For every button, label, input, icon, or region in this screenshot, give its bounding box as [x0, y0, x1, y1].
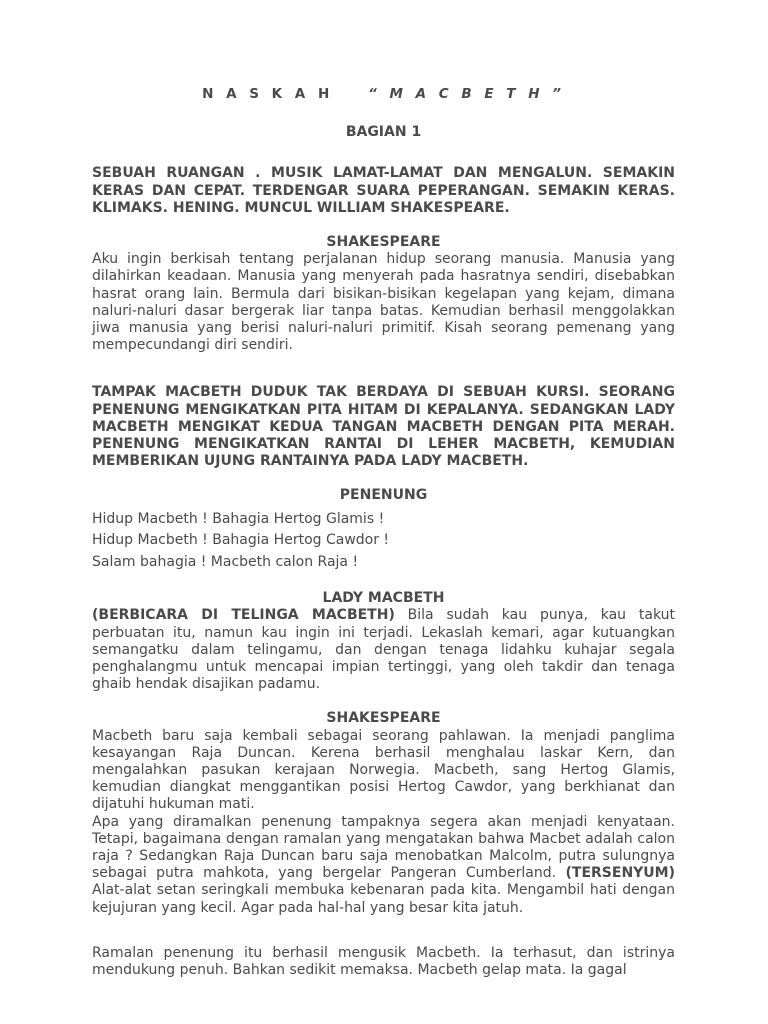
title-name: M A C B E T H: [389, 86, 544, 102]
script-page: [92, 86, 675, 979]
speech-shakespeare-3: Ramalan penenung itu berhasil mengusik Macbeth. Ia terhasut, dan istrinya mendukung penuh. Bahkan sedikit memaksa. Macbeth gelap mata. Ia gagal: [92, 944, 675, 979]
speech-shakespeare-2a: Macbeth baru saja kembali sebagai seorang pahlawan. Ia menjadi panglima kesayangan Raja Duncan. Kerena berhasil menghalau laskar Kern, dan mengalahkan pasukan kerajaan Norwegia. Macbeth, sang Hertog Glamis, kemudian diangkat menggantikan posisi Hertog Cawdor, yang berkhianat dan dijatuhi hukuman mati.: [92, 727, 675, 813]
title-prefix: N A S K A H: [202, 86, 334, 102]
direction-tersenyum: (TERSENYUM): [565, 865, 675, 882]
stage-direction-2: TAMPAK MACBETH DUDUK TAK BERDAYA DI SEBUAH KURSI. SEORANG PENENUNG MENGIKATKAN PITA HITAM DI KEPALANYA. SEDANGKAN LADY MACBETH MENGIKAT KEDUA TANGAN MACBETH DENGAN PITA MERAH. PENENUNG MENGIKATKAN RANTAI DI LEHER MACBETH, KEMUDIAN MEMBERIKAN UJUNG RANTAINYA PADA LADY MACBETH.: [92, 384, 675, 470]
speech-shakespeare-1: Aku ingin berkisah tentang perjalanan hidup seorang manusia. Manusia yang dilahirkan keadaan. Manusia yang menyerah pada hasratnya sendiri, disebabkan hasrat orang lain. Bermula dari bisikan-bisikan kegelapan yang kejam, dimana naluri-naluri dasar bergerak liar tanpa batas. Kemudian berhasil menggolakkan jiwa manusia yang berisi naluri-naluri primitif. Kisah seorang pemenang yang mempecundangi diri sendiri.: [92, 251, 675, 354]
penenung-line-1: Hidup Macbeth ! Bahagia Hertog Glamis !: [92, 510, 385, 527]
stage-direction-1: SEBUAH RUANGAN . MUSIK LAMAT-LAMAT DAN MENGALUN. SEMAKIN KERAS DAN CEPAT. TERDENGAR SUARA PEPERANGAN. SEMAKIN KERAS. KLIMAKS. HENING. MUNCUL WILLIAM SHAKESPEARE.: [92, 165, 675, 216]
speaker-lady-macbeth: LADY MACBETH: [322, 590, 445, 607]
document-title: [92, 86, 675, 103]
speaker-shakespeare-2: SHAKESPEARE: [326, 710, 441, 727]
speech-lady-macbeth: [92, 607, 675, 693]
speaker-penenung: PENENUNG: [339, 487, 428, 504]
penenung-line-3: Salam bahagia ! Macbeth calon Raja !: [92, 553, 359, 570]
title-quote-open: “: [368, 86, 381, 102]
title-quote-close: ”: [552, 86, 565, 102]
speech-2b-before: Apa yang diramalkan penenung tampaknya segera akan menjadi kenyataan. Tetapi, bagaimana dengan ramalan yang mengatakan bahwa Macbet adalah calon raja ? Sedangkan Raja Duncan baru saja menobatkan Malcolm, putra sulungnya sebagai putra mahkota, yang bergelar Pangeran Cumberland.: [92, 813, 675, 882]
speaker-shakespeare-1: SHAKESPEARE: [326, 234, 441, 251]
speech-2b-after: Alat-alat setan seringkali membuka kebenaran pada kita. Mengambil hati dengan kejujuran yang kecil. Agar pada hal-hal yang besar kita jatuh.: [92, 882, 675, 916]
section-heading: BAGIAN 1: [345, 124, 422, 141]
direction-berbicara: (BERBICARA DI TELINGA MACBETH): [92, 607, 395, 624]
speech-lady-macbeth-text: Bila sudah kau punya, kau takut perbuatan itu, namun kau ingin ini terjadi. Lekaslah kemari, agar kutuangkan semangatku dalam telingamu, dan dengan tenaga lidahku kuhajar segala penghalangmu untuk mencapai impian tertinggi, yang oleh takdir dan tenaga ghaib hendak disajikan padamu.: [92, 607, 675, 693]
penenung-line-2: Hidup Macbeth ! Bahagia Hertog Cawdor !: [92, 532, 390, 549]
speech-shakespeare-2b: [92, 814, 675, 917]
